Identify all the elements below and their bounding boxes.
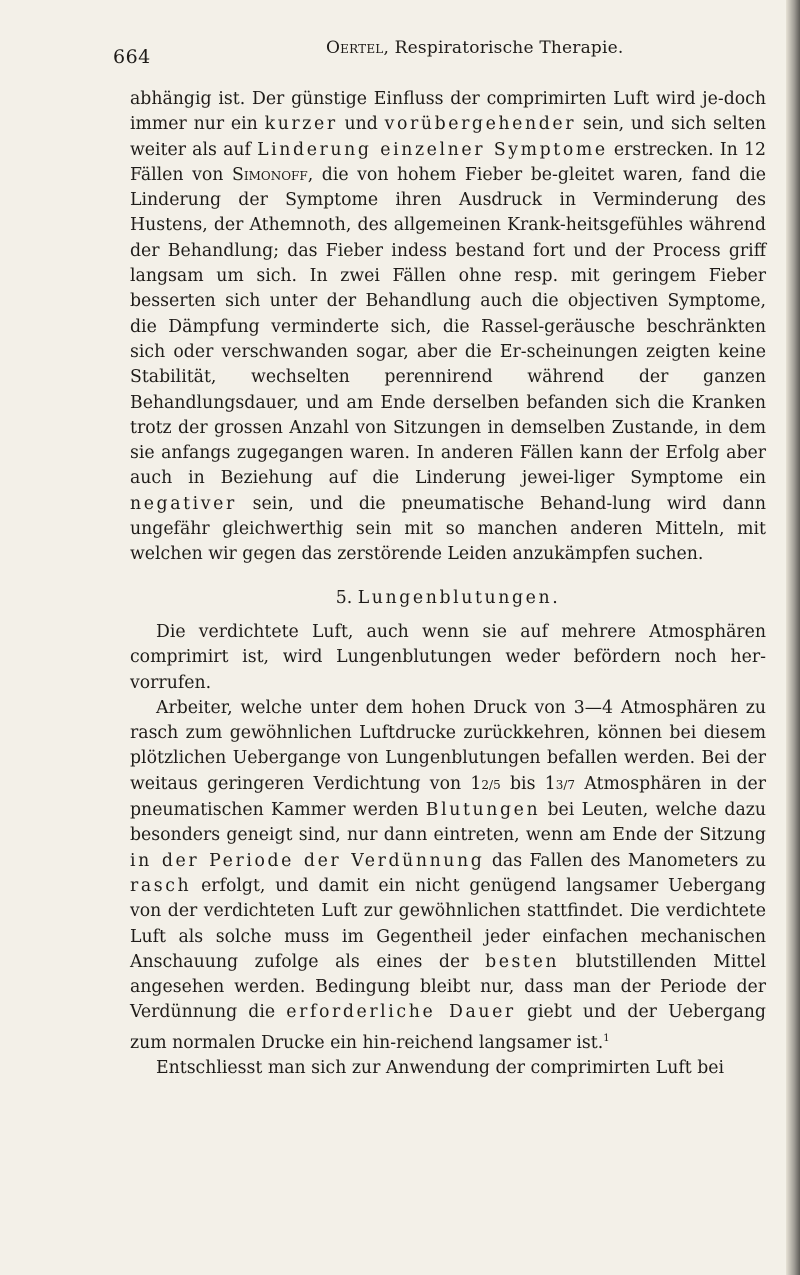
emphasis-blutungen: Blutungen xyxy=(425,800,541,821)
chapter-title: Respiratorische Therapie. xyxy=(394,38,624,58)
paragraph-3: Arbeiter, welche unter dem hohen Druck von 3—4 Atmosphären zu rasch zum gewöhnlichen Luftdrucke zurückkehren, können bei diesem plötzlichen Uebergange von Lungenblutungen befallen werden. Bei der weitaus geringeren Verdichtung von 12/5 bis 13/7 Atmosphären in der pneumatischen Kammer werden Blutungen bei Leuten, welche dazu besonders geneigt sind, nur dann eintreten, wenn am Ende der Sitzung in der Periode der Verdünnung das Fallen des Manometers zu rasch erfolgt, und damit ein nicht genügend langsamer Uebergang von der verdichteten Luft zur gewöhnlichen stattfindet. Die verdichtete Luft als solche muss im Gegentheil jeder einfachen mechanischen Anschauung zufolge als eines der besten blutstillenden Mittel angesehen werden. Bedingung bleibt nur, dass man der Periode der Verdünnung die erforderliche Dauer giebt und der Uebergang zum normalen Drucke ein hin-reichend langsamer ist.$^1$ xyxy=(130,697,766,1053)
scan-page-edge xyxy=(786,0,800,1275)
section-number: 5. xyxy=(335,587,353,608)
emphasis-erforderliche-dauer: erforderliche Dauer xyxy=(286,1002,516,1023)
paragraph-4: Entschliesst man sich zur Anwendung der comprimirten Luft bei xyxy=(156,1057,725,1078)
emphasis-kurzer: kurzer xyxy=(264,114,338,135)
emphasis-rasch: rasch xyxy=(130,875,192,896)
page-number: 664 xyxy=(113,46,151,68)
running-head xyxy=(113,38,773,68)
emphasis-negativer: negativer xyxy=(130,493,237,514)
emphasis-besten: besten xyxy=(485,951,560,972)
paragraph-1: abhängig ist. Der günstige Einfluss der comprimirten Luft wird je-doch immer nur ein kurzer und vorübergehender sein, und sich selten weiter als auf Linderung einzelner Symptome erstrecken. In 12 Fällen von Simonoff, die von hohem Fieber be-gleitet waren, fand die Linderung der Symptome ihren Ausdruck in Verminderung des Hustens, der Athemnoth, des allgemeinen Krank-heitsgefühles während der Behandlung; das Fieber indess bestand fort und der Process griff langsam um sich. In zwei Fällen ohne resp. mit geringem Fieber besserten sich unter der Behandlung auch die objectiven Symptome, die Dämpfung verminderte sich, die Rassel-geräusche beschränkten sich oder verschwanden sogar, aber die Er-scheinungen zeigten keine Stabilität, wechselten perennirend während der ganzen Behandlungsdauer, und am Ende derselben befanden sich die Kranken trotz der grossen Anzahl von Sitzungen in demselben Zustande, in dem sie anfangs zugegangen waren. In anderen Fällen kann der Erfolg aber auch in Beziehung auf die Linderung jewei-liger Symptome ein negativer sein, und die pneumatische Behand-lung wird dann ungefähr gleichwerthig sein mit so manchen anderen Mitteln, mit welchen wir gegen das zerstörende Leiden anzukämpfen suchen. xyxy=(130,89,766,565)
fraction-three-sevenths: 3/7 xyxy=(555,777,576,792)
section-title: Lungenblutungen. xyxy=(357,587,561,608)
cited-author-simonoff: Simonoff xyxy=(231,164,308,185)
paragraph-2: Die verdichtete Luft, auch wenn sie auf mehrere Atmosphären comprimirt ist, wird Lungenblutungen weder befördern noch her-vorrufen. xyxy=(130,621,766,693)
emphasis-voruebergehender: vorübergehender xyxy=(384,114,577,135)
emphasis-linderung: Linderung einzelner Symptome xyxy=(257,139,608,160)
emphasis-periode: in der Periode der Verdünnung xyxy=(130,850,485,871)
author-name: Oertel, xyxy=(326,38,390,58)
body-text xyxy=(130,87,766,1081)
running-title xyxy=(326,38,624,58)
section-heading xyxy=(130,586,766,611)
fraction-two-fifths: 2/5 xyxy=(481,777,501,792)
footnote-marker: 1 xyxy=(603,1032,610,1044)
